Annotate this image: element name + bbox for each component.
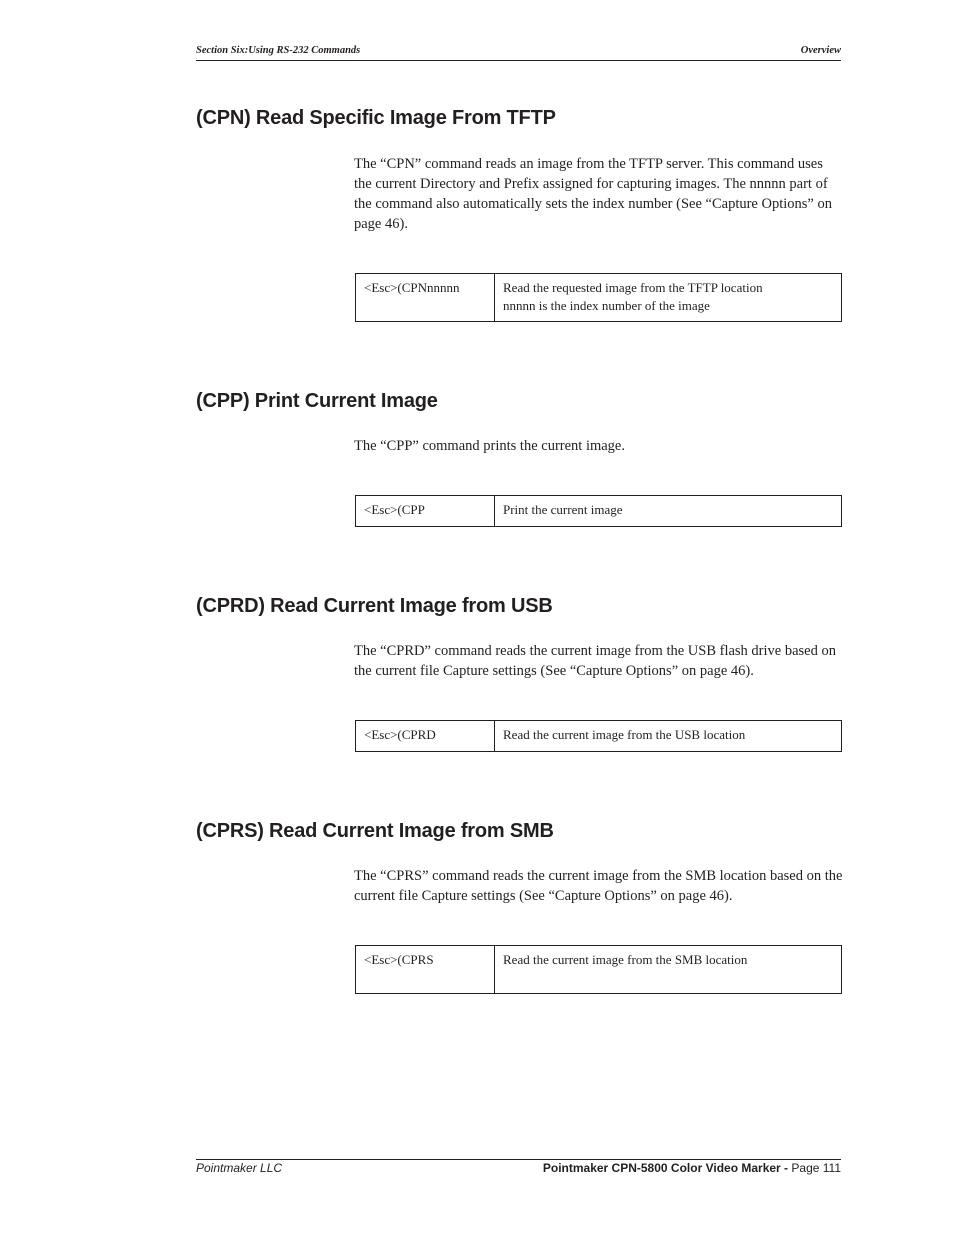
- section-body-cpn: The “CPN” command reads an image from the TFTP server. This command uses the current Directory and Prefix assigned for capturing images. The nnnnn part of the command also automatically sets the index number (See “Capture Options” on page 46).: [354, 156, 832, 232]
- footer-product: Pointmaker CPN-5800 Color Video Marker -: [542, 1161, 789, 1175]
- command-row: [356, 721, 842, 752]
- command-row: [356, 274, 842, 322]
- command-table-cpn: [355, 273, 842, 322]
- header-section: Section Six:Using RS-232 Commands: [196, 45, 361, 56]
- command-cell: <Esc>(CPRS: [356, 946, 495, 994]
- footer-company: Pointmaker LLC: [196, 1161, 283, 1175]
- section-title-cprs: (CPRS) Read Current Image from SMB: [196, 820, 554, 842]
- section-body-cprs: The “CPRS” command reads the current image from the SMB location based on the current file Capture settings (See “Capture Options” on page 46).: [354, 868, 843, 904]
- command-cell: <Esc>(CPNnnnnn: [356, 274, 495, 322]
- command-table-cprd: [355, 720, 842, 752]
- description-cell: [495, 274, 842, 322]
- description-line: nnnnn is the index number of the image: [503, 297, 710, 313]
- footer-page-number: Page 111: [788, 1161, 841, 1175]
- page-header: [196, 44, 841, 61]
- command-table-cpp: [355, 495, 842, 527]
- section-title-cprd: (CPRD) Read Current Image from USB: [196, 595, 553, 617]
- description-line: Read the requested image from the TFTP location: [503, 280, 763, 295]
- section-body-cpp: The “CPP” command prints the current image.: [354, 438, 625, 454]
- description-line: Read the current image from the SMB location: [503, 952, 748, 967]
- description-cell: [495, 946, 842, 994]
- command-cell: <Esc>(CPP: [356, 496, 495, 527]
- footer-product-page: [543, 1161, 841, 1175]
- command-row: [356, 496, 842, 527]
- section-title-cpp: (CPP) Print Current Image: [196, 390, 438, 412]
- section-body-cprd: The “CPRD” command reads the current image from the USB flash drive based on the current file Capture settings (See “Capture Options” on page 46).: [354, 643, 836, 679]
- header-topic: Overview: [800, 45, 841, 56]
- page-footer: [196, 1159, 841, 1176]
- section-title-cpn: (CPN) Read Specific Image From TFTP: [196, 107, 556, 129]
- description-cell: [495, 721, 842, 752]
- command-table-cprs: [355, 945, 842, 994]
- description-cell: [495, 496, 842, 527]
- description-line: Print the current image: [503, 502, 623, 517]
- description-line: Read the current image from the USB location: [503, 727, 746, 742]
- command-cell: <Esc>(CPRD: [356, 721, 495, 752]
- command-row: [356, 946, 842, 994]
